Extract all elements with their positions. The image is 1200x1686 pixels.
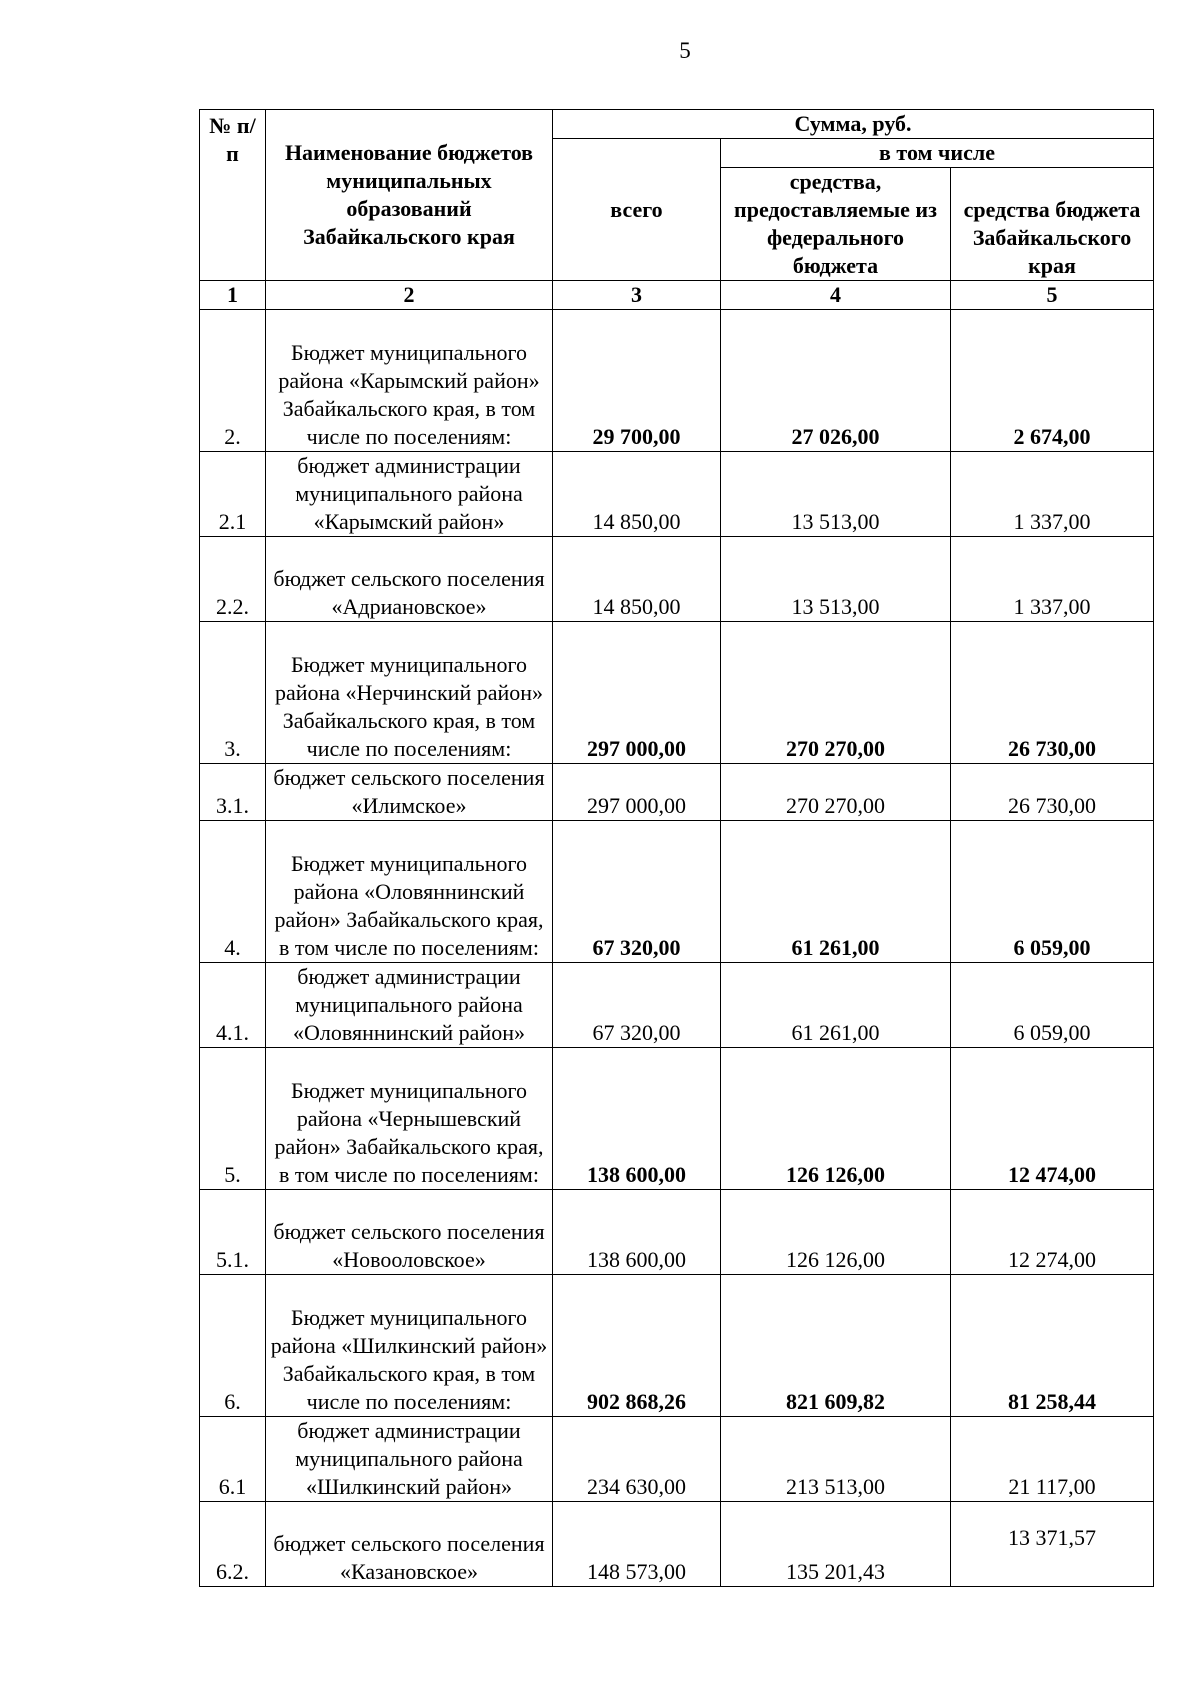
row-regional: 6 059,00: [951, 963, 1154, 1048]
budget-table: [199, 109, 1154, 1587]
row-name: бюджет сельского поселения «Новооловское»: [266, 1190, 553, 1275]
row-number: 3.: [200, 622, 266, 764]
table-row: [200, 537, 1154, 622]
row-name: бюджет администрации муниципального района «Шилкинский район»: [266, 1417, 553, 1502]
row-federal: 270 270,00: [721, 622, 951, 764]
table-row: [200, 1502, 1154, 1587]
row-total: 67 320,00: [553, 963, 721, 1048]
row-number: 2.2.: [200, 537, 266, 622]
row-total: 234 630,00: [553, 1417, 721, 1502]
row-total: 29 700,00: [553, 310, 721, 452]
table-row: [200, 764, 1154, 821]
table-row: [200, 1417, 1154, 1502]
header-including: в том числе: [721, 139, 1154, 168]
header-federal: средства, предоставляемые из федерального бюджета: [721, 168, 951, 281]
table-row: [200, 452, 1154, 537]
table-row: [200, 622, 1154, 764]
row-total: 67 320,00: [553, 821, 721, 963]
row-regional: 21 117,00: [951, 1417, 1154, 1502]
row-number: 4.1.: [200, 963, 266, 1048]
column-number: 1: [200, 281, 266, 310]
row-number: 2.: [200, 310, 266, 452]
header-num: № п/п: [200, 110, 266, 281]
header-regional: средства бюджета Забайкальского края: [951, 168, 1154, 281]
row-name: бюджет администрации муниципального района «Оловяннинский район»: [266, 963, 553, 1048]
column-number: 3: [553, 281, 721, 310]
row-total: 138 600,00: [553, 1048, 721, 1190]
header-name: Наименование бюджетов муниципальных образований Забайкальского края: [266, 110, 553, 281]
row-total: 297 000,00: [553, 764, 721, 821]
row-total: 148 573,00: [553, 1502, 721, 1587]
row-number: 4.: [200, 821, 266, 963]
row-federal: 61 261,00: [721, 821, 951, 963]
header-sum: Сумма, руб.: [553, 110, 1154, 139]
row-regional: 13 371,57: [951, 1502, 1154, 1587]
row-name: Бюджет муниципального района «Оловяннинский район» Забайкальского края, в том числе по поселениям:: [266, 821, 553, 963]
row-name: бюджет администрации муниципального района «Карымский район»: [266, 452, 553, 537]
row-regional: 6 059,00: [951, 821, 1154, 963]
row-total: 138 600,00: [553, 1190, 721, 1275]
row-number: 6.1: [200, 1417, 266, 1502]
row-name: Бюджет муниципального района «Нерчинский район» Забайкальского края, в том числе по поселениям:: [266, 622, 553, 764]
row-federal: 821 609,82: [721, 1275, 951, 1417]
row-number: 2.1: [200, 452, 266, 537]
row-name: Бюджет муниципального района «Карымский район» Забайкальского края, в том числе по поселениям:: [266, 310, 553, 452]
table-row: [200, 1190, 1154, 1275]
row-total: 297 000,00: [553, 622, 721, 764]
row-total: 902 868,26: [553, 1275, 721, 1417]
page-number: 5: [679, 38, 691, 63]
row-regional: 26 730,00: [951, 764, 1154, 821]
row-regional: 26 730,00: [951, 622, 1154, 764]
row-number: 5.: [200, 1048, 266, 1190]
row-regional: 2 674,00: [951, 310, 1154, 452]
row-number: 5.1.: [200, 1190, 266, 1275]
table-row: [200, 1048, 1154, 1190]
row-total: 14 850,00: [553, 537, 721, 622]
row-federal: 135 201,43: [721, 1502, 951, 1587]
row-regional: 81 258,44: [951, 1275, 1154, 1417]
header-total: всего: [553, 139, 721, 281]
row-federal: 61 261,00: [721, 963, 951, 1048]
row-federal: 270 270,00: [721, 764, 951, 821]
row-number: 3.1.: [200, 764, 266, 821]
row-regional: 12 474,00: [951, 1048, 1154, 1190]
table-row: [200, 310, 1154, 452]
row-federal: 13 513,00: [721, 537, 951, 622]
column-number: 4: [721, 281, 951, 310]
column-number: 2: [266, 281, 553, 310]
row-name: Бюджет муниципального района «Чернышевский район» Забайкальского края, в том числе по поселениям:: [266, 1048, 553, 1190]
row-name: бюджет сельского поселения «Адриановское»: [266, 537, 553, 622]
row-name: бюджет сельского поселения «Илимское»: [266, 764, 553, 821]
row-number: 6.: [200, 1275, 266, 1417]
row-federal: 13 513,00: [721, 452, 951, 537]
table-row: [200, 963, 1154, 1048]
table-row: [200, 1275, 1154, 1417]
row-federal: 126 126,00: [721, 1190, 951, 1275]
column-number: 5: [951, 281, 1154, 310]
row-regional: 1 337,00: [951, 452, 1154, 537]
row-regional: 12 274,00: [951, 1190, 1154, 1275]
row-total: 14 850,00: [553, 452, 721, 537]
row-name: бюджет сельского поселения «Казановское»: [266, 1502, 553, 1587]
row-federal: 213 513,00: [721, 1417, 951, 1502]
row-name: Бюджет муниципального района «Шилкинский район» Забайкальского края, в том числе по поселениям:: [266, 1275, 553, 1417]
table-row: [200, 821, 1154, 963]
row-regional: 1 337,00: [951, 537, 1154, 622]
row-federal: 126 126,00: [721, 1048, 951, 1190]
row-number: 6.2.: [200, 1502, 266, 1587]
row-federal: 27 026,00: [721, 310, 951, 452]
